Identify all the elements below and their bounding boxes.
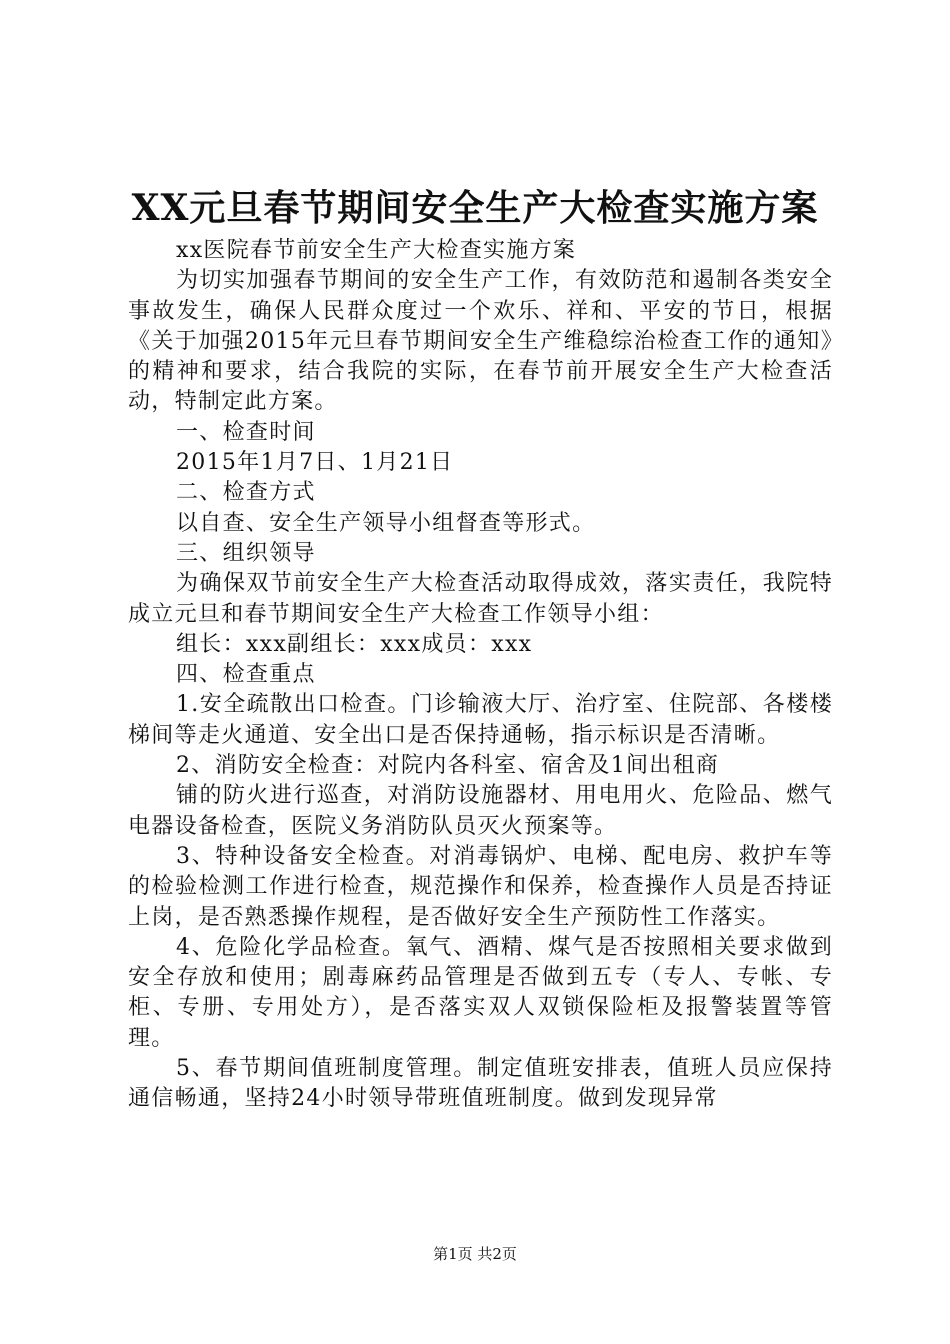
document-title: XX元旦春节期间安全生产大检查实施方案	[131, 187, 819, 229]
paragraph-point-2-cont: 铺的防火进行巡查，对消防设施器材、用电用火、危险品、燃气电器设备检查，医院义务消防队员灭火预案等。	[128, 783, 833, 839]
paragraph-point-2: 2、消防安全检查：对院内各科室、宿舍及1间出租商	[176, 753, 720, 779]
page-number-footer: 第1页 共2页	[433, 1245, 517, 1263]
heading-inspection-time: 一、检查时间	[176, 419, 316, 445]
paragraph-intro: 为切实加强春节期间的安全生产工作，有效防范和遏制各类安全事故发生，确保人民群众度过一个欢乐、祥和、平安的节日，根据《关于加强2015年元旦春节期间安全生产维稳综治检查工作的通知》的精神和要求，结合我院的实际，在春节前开展安全生产大检查活动，特制定此方案。	[128, 268, 833, 415]
heading-organization: 三、组织领导	[176, 540, 316, 566]
paragraph-point-3: 3、特种设备安全检查。对消毒锅炉、电梯、配电房、救护车等的检验检测工作进行检查，规范操作和保养，检查操作人员是否持证上岗，是否熟悉操作规程，是否做好安全生产预防性工作落实。	[128, 843, 833, 930]
document-body	[128, 236, 833, 1115]
paragraph-subtitle: xx医院春节前安全生产大检查实施方案	[176, 238, 577, 263]
heading-key-points: 四、检查重点	[176, 662, 316, 688]
heading-inspection-method: 二、检查方式	[176, 480, 316, 506]
paragraph-point-5: 5、春节期间值班制度管理。制定值班安排表，值班人员应保持通信畅通，坚持24小时领导带班值班制度。做到发现异常	[128, 1056, 833, 1112]
paragraph-point-4: 4、危险化学品检查。氧气、酒精、煤气是否按照相关要求做到安全存放和使用；剧毒麻药品管理是否做到五专（专人、专帐、专柜、专册、专用处方），是否落实双人双锁保险柜及报警装置等管理。	[128, 934, 833, 1051]
paragraph-point-1: 1.安全疏散出口检查。门诊输液大厅、治疗室、住院部、各楼楼梯间等走火通道、安全出口是否保持通畅，指示标识是否清晰。	[128, 692, 833, 748]
paragraph-organization: 为确保双节前安全生产大检查活动取得成效，落实责任，我院特成立元旦和春节期间安全生产大检查工作领导小组：	[128, 571, 833, 627]
paragraph-method: 以自查、安全生产领导小组督查等形式。	[176, 510, 596, 536]
paragraph-dates: 2015年1月7日、1月21日	[176, 450, 454, 476]
paragraph-members: 组长：xxx副组长：xxx成员：xxx	[176, 631, 533, 657]
